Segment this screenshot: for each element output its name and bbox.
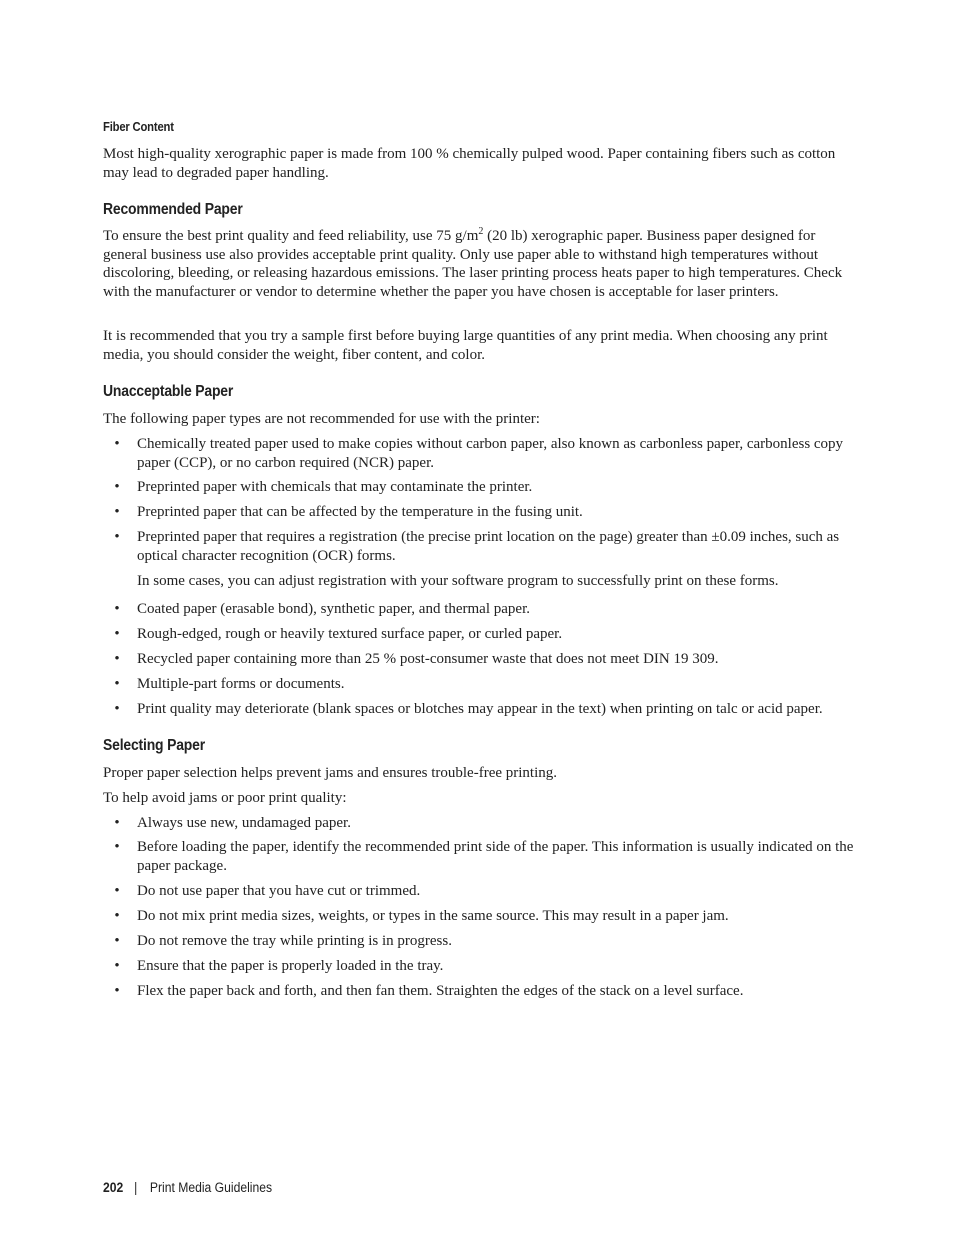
list-item: • Preprinted paper with chemicals that may contaminate the printer. — [114, 479, 533, 495]
paragraph-selecting-2: To help avoid jams or poor print quality: — [103, 790, 347, 806]
paragraph-unacceptable-intro: The following paper types are not recommended for use with the printer: — [103, 411, 540, 427]
list-item: • Do not use paper that you have cut or trimmed. — [114, 883, 421, 899]
list-item: • Chemically treated paper used to make copies without carbon paper, also known as carbonless paper, carbonless copy paper (CCP), or no carbon required (NCR) paper. — [114, 436, 844, 471]
list-item: • Preprinted paper that requires a registration (the precise print location on the page) greater than ±0.09 inches, such as optical character recognition (OCR) forms. — [114, 529, 840, 564]
heading-fiber-content: Fiber Content — [103, 120, 174, 134]
page-number: 202 — [103, 1180, 124, 1195]
heading-unacceptable-paper: Unacceptable Paper — [103, 383, 234, 400]
paragraph-fiber-content: Most high-quality xerographic paper is made from 100 % chemically pulped wood. Paper containing fibers such as cotton may lead to degraded paper handling. — [103, 146, 836, 181]
heading-recommended-paper: Recommended Paper — [103, 201, 243, 218]
list-item: • Multiple-part forms or documents. — [114, 676, 345, 692]
list-item: • Print quality may deteriorate (blank spaces or blotches may appear in the text) when printing on talc or acid paper. — [114, 701, 823, 717]
page-footer — [103, 1180, 272, 1195]
list-item: • Preprinted paper that can be affected by the temperature in the fusing unit. — [114, 504, 583, 520]
list-item: • Rough-edged, rough or heavily textured surface paper, or curled paper. — [114, 626, 563, 642]
paragraph-recommended-2: It is recommended that you try a sample first before buying large quantities of any print media. When choosing any print media, you should consider the weight, fiber content, and color. — [103, 328, 828, 363]
footer-section-title: Print Media Guidelines — [149, 1180, 273, 1195]
paragraph-recommended-1: To ensure the best print quality and feed reliability, use 75 $g/m^2$ (20 lb) xerographic paper. Business paper designed for general business use also provides acceptable print quality. Only use paper able to withstand high temperatures without discoloring, bleeding, or releasing hazardous emissions. The laser printing process heats paper to high temperatures. Check with the manufacturer or vendor to determine whether the paper you have chosen is acceptable for laser printers. — [103, 226, 843, 300]
paragraph-selecting-1: Proper paper selection helps prevent jams and ensures trouble-free printing. — [103, 765, 558, 781]
list-item: • Coated paper (erasable bond), synthetic paper, and thermal paper. — [114, 601, 530, 617]
footer-separator: | — [134, 1180, 138, 1195]
list-item: • Recycled paper containing more than 25 % post-consumer waste that does not meet DIN 19 309. — [114, 651, 719, 667]
list-item: • Before loading the paper, identify the recommended print side of the paper. This information is usually indicated on the paper package. — [114, 839, 854, 874]
list-item-note: In some cases, you can adjust registration with your software program to successfully print on these forms. — [137, 573, 779, 589]
list-item: • Always use new, undamaged paper. — [114, 815, 351, 831]
list-item: • Do not remove the tray while printing is in progress. — [114, 933, 452, 949]
list-item: • Flex the paper back and forth, and then fan them. Straighten the edges of the stack on a level surface. — [114, 983, 744, 999]
list-item: • Ensure that the paper is properly loaded in the tray. — [114, 958, 444, 974]
list-item: • Do not mix print media sizes, weights, or types in the same source. This may result in a paper jam. — [114, 908, 729, 924]
heading-selecting-paper: Selecting Paper — [103, 737, 205, 754]
